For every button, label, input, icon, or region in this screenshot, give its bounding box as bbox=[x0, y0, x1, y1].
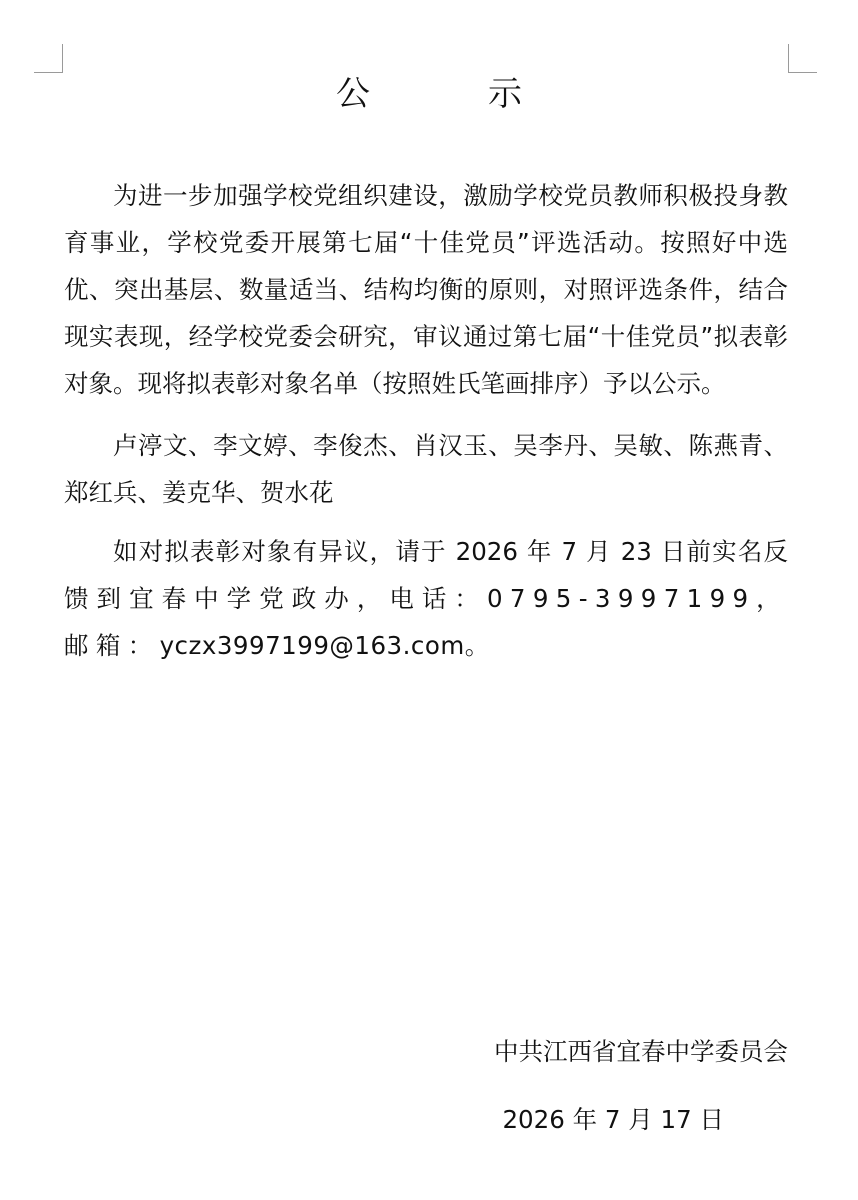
page-corner-mark-top-right bbox=[788, 44, 817, 73]
page-corner-mark-top-left bbox=[34, 44, 63, 73]
contact-email: yczx3997199@163.com。 bbox=[159, 631, 490, 660]
issue-date: 2026 年 7 月 17 日 bbox=[502, 1105, 724, 1134]
intro-paragraph: 为进一步加强学校党组织建设，激励学校党员教师积极投身教育事业，学校党委开展第七届“十佳党员”评选活动。按照好中选优、突出基层、数量适当、结构均衡的原则，对照评选条件，结合现实表现，经学校党委会研究，审议通过第七届“十佳党员”拟表彰对象。现将拟表彰对象名单（按照姓氏笔画排序）予以公示。 bbox=[64, 181, 788, 398]
contact-text-line2: 馈到宜春中学党政办，电话：0795-3997199，邮箱： bbox=[64, 584, 788, 660]
contact-paragraph bbox=[64, 528, 788, 669]
document-title: 公 示 bbox=[336, 74, 564, 114]
contact-text-line1: 如对拟表彰对象有异议，请于 2026 年 7 月 23 日前实名反 bbox=[113, 537, 788, 566]
names-paragraph: 卢渟文、李文婷、李俊杰、肖汉玉、吴李丹、吴敏、陈燕青、郑红兵、姜克华、贺水花 bbox=[64, 431, 788, 507]
document-body bbox=[64, 172, 788, 669]
issuer-signature: 中共江西省宜春中学委员会 bbox=[494, 1037, 788, 1066]
